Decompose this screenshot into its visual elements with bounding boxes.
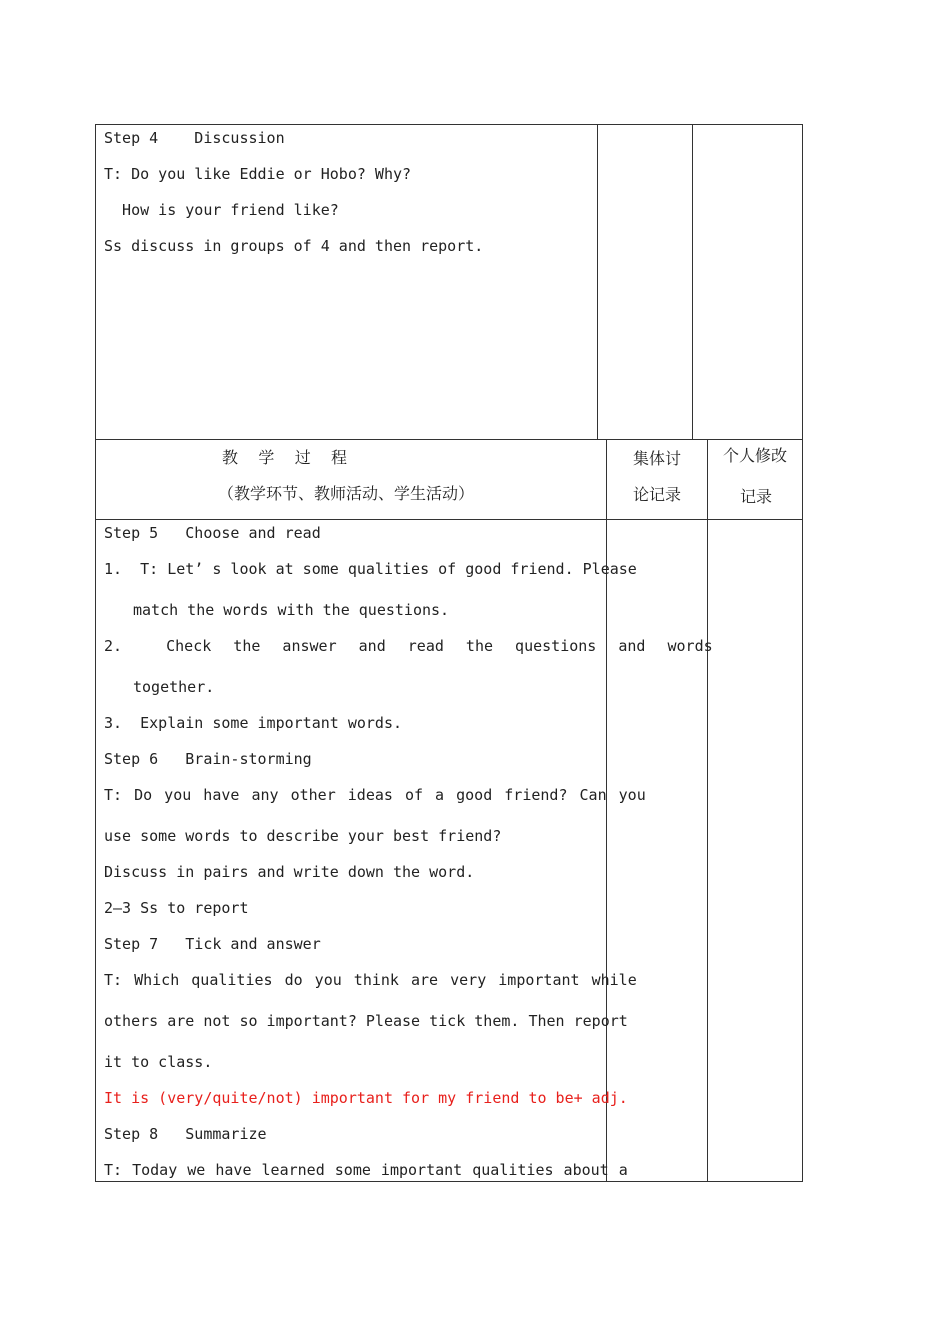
step6-line3: Discuss in pairs and write down the word. xyxy=(104,863,475,881)
header-row-divider xyxy=(95,519,803,520)
step5-item1-line1: 1. T: Let’ s look at some qualities of good friend. Please xyxy=(104,560,637,578)
step5-item3: 3. Explain some important words. xyxy=(104,714,403,732)
step5-item2-line1: 2. Check the answer and read the questions and words xyxy=(104,637,713,655)
step6-line1: T: Do you have any other ideas of a good friend? Can you xyxy=(104,786,646,804)
step8-heading: Step 8 Summarize xyxy=(104,1125,267,1143)
personal-revision-header-2: 记录 xyxy=(740,487,773,506)
step7-line3: it to class. xyxy=(104,1053,213,1071)
process-title: 教 学 过 程 xyxy=(222,448,348,467)
step7-line1: T: Which qualities do you think are very important while xyxy=(104,971,637,989)
personal-revision-header-1: 个人修改 xyxy=(723,446,788,465)
step5-item1-line2: match the words with the questions. xyxy=(133,601,450,619)
top-table-divider-1 xyxy=(597,124,598,440)
step6-line2: use some words to describe your best friend? xyxy=(104,827,502,845)
step5-heading: Step 5 Choose and read xyxy=(104,524,321,542)
step4-instruction: Ss discuss in groups of 4 and then report. xyxy=(104,237,484,255)
group-discussion-header-1: 集体讨 xyxy=(633,449,682,468)
process-subtitle: （教学环节、教师活动、学生活动） xyxy=(218,484,475,503)
step4-question: T: Do you like Eddie or Hobo? Why? xyxy=(104,165,412,183)
group-discussion-header-2: 论记录 xyxy=(633,485,682,504)
step5-item2-line2: together. xyxy=(133,678,215,696)
step6-heading: Step 6 Brain-storming xyxy=(104,750,312,768)
step4-question-2: How is your friend like? xyxy=(104,201,339,219)
top-table-divider-2 xyxy=(692,124,693,440)
step7-sentence-pattern: It is (very/quite/not) important for my friend to be+ adj. xyxy=(104,1089,628,1107)
step8-line1: T: Today we have learned some important qualities about a xyxy=(104,1161,628,1179)
process-table-divider-2 xyxy=(707,439,708,1182)
step7-heading: Step 7 Tick and answer xyxy=(104,935,321,953)
process-table-divider-1 xyxy=(606,439,607,1182)
step4-heading: Step 4 Discussion xyxy=(104,129,285,147)
step7-line2: others are not so important? Please tick them. Then report xyxy=(104,1012,628,1030)
step6-line4: 2—3 Ss to report xyxy=(104,899,249,917)
